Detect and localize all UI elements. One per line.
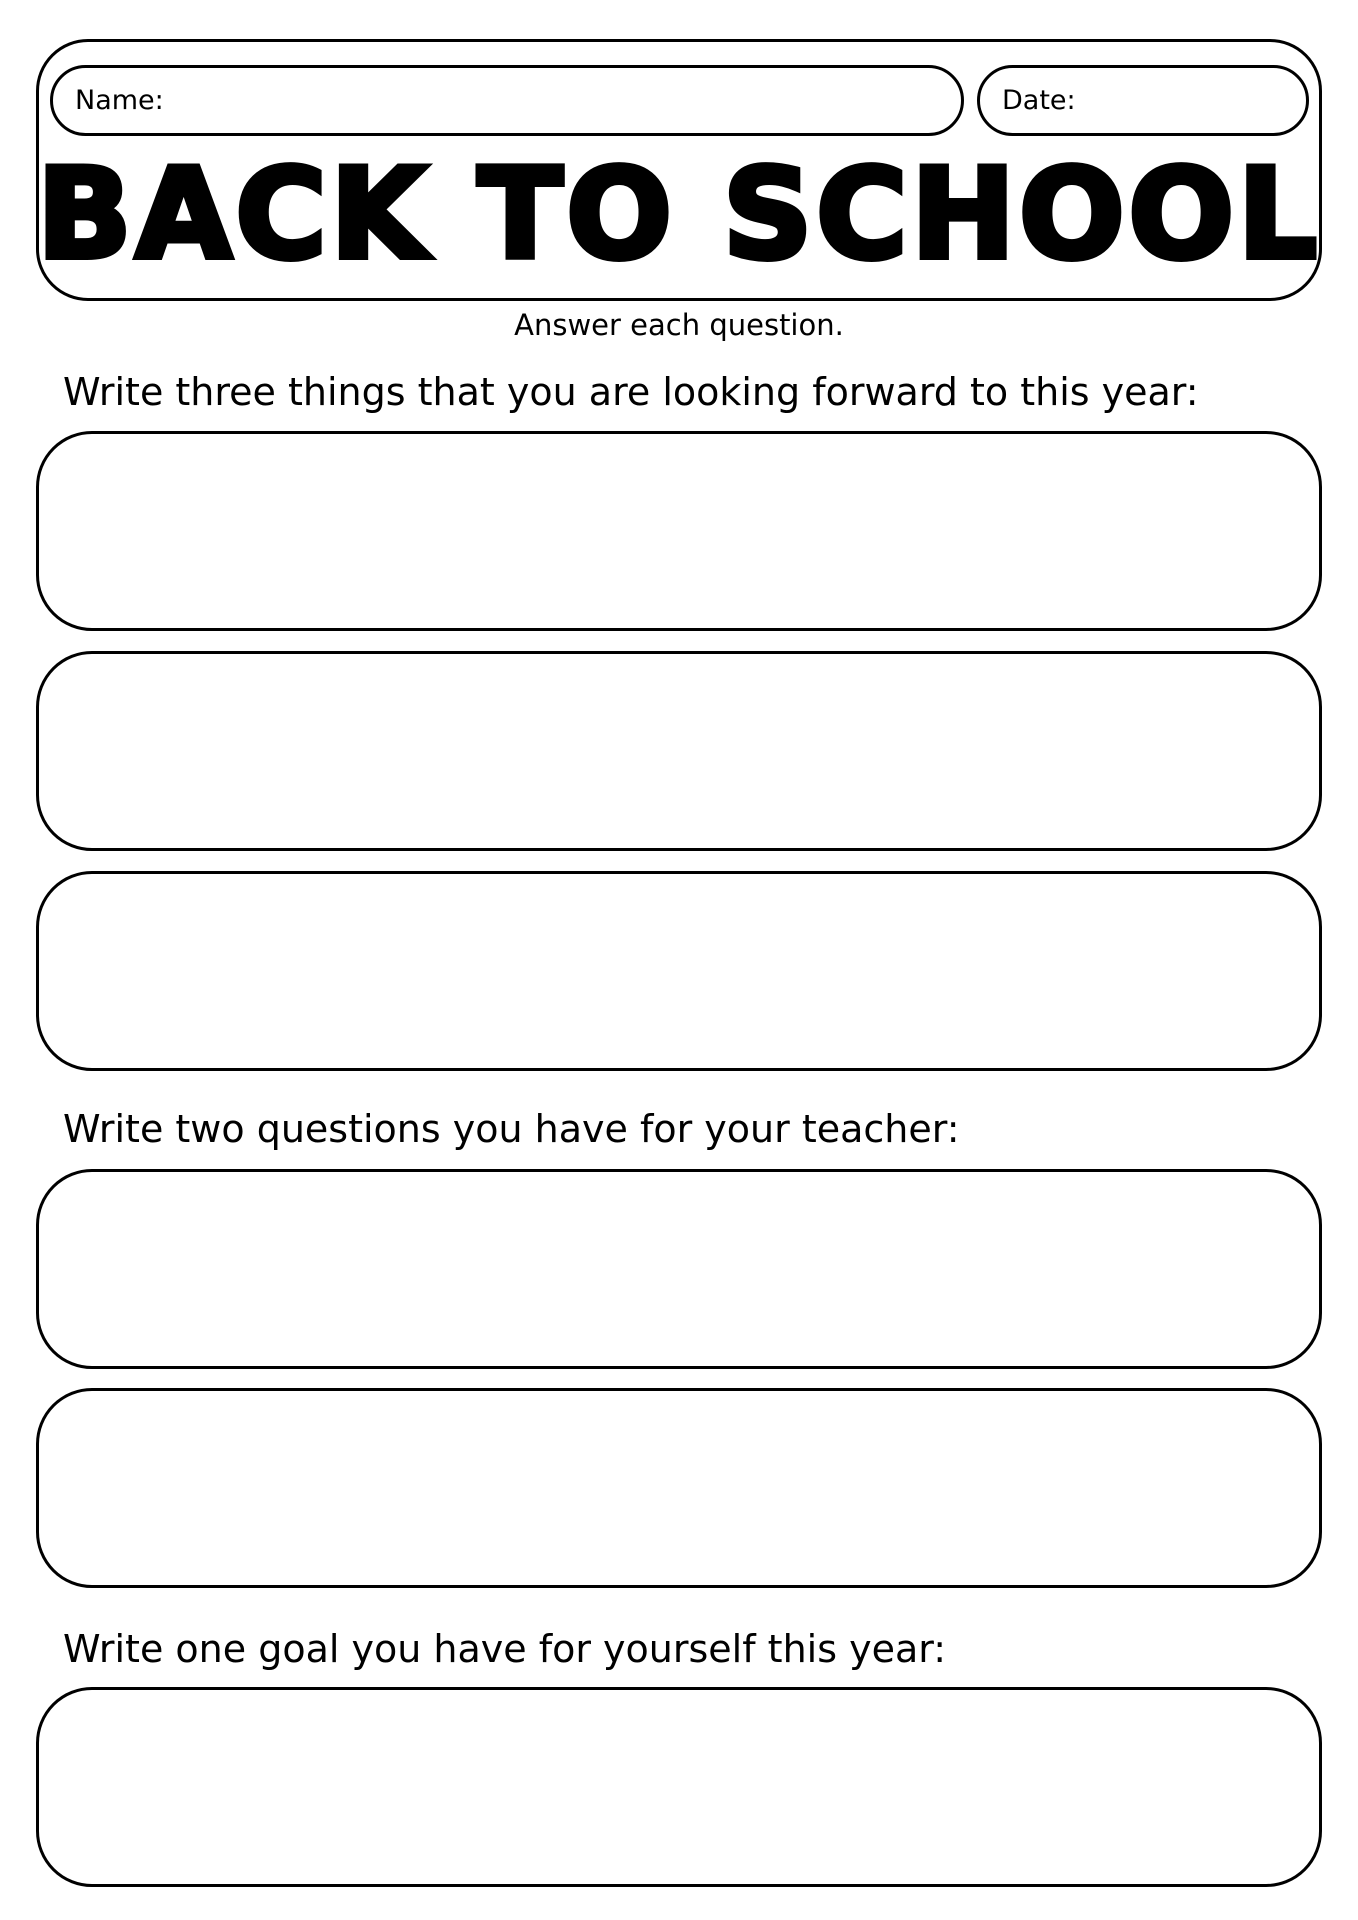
name-field[interactable] [50,65,964,136]
instructions-text: Answer each question. [514,308,844,342]
page-title: BACK TO SCHOOL [37,143,1321,287]
date-field[interactable] [977,65,1309,136]
name-label: Name: [75,85,164,116]
question-2-prompt: Write two questions you have for your teacher: [63,1107,960,1151]
answer-box-2b[interactable] [36,1388,1322,1588]
answer-box-1b[interactable] [36,651,1322,851]
answer-box-1c[interactable] [36,871,1322,1071]
answer-box-1a[interactable] [36,431,1322,631]
question-1-prompt: Write three things that you are looking forward to this year: [63,370,1199,414]
date-label: Date: [1002,85,1076,116]
answer-box-2a[interactable] [36,1169,1322,1369]
question-3-prompt: Write one goal you have for yourself this year: [63,1627,946,1671]
answer-box-3a[interactable] [36,1687,1322,1887]
